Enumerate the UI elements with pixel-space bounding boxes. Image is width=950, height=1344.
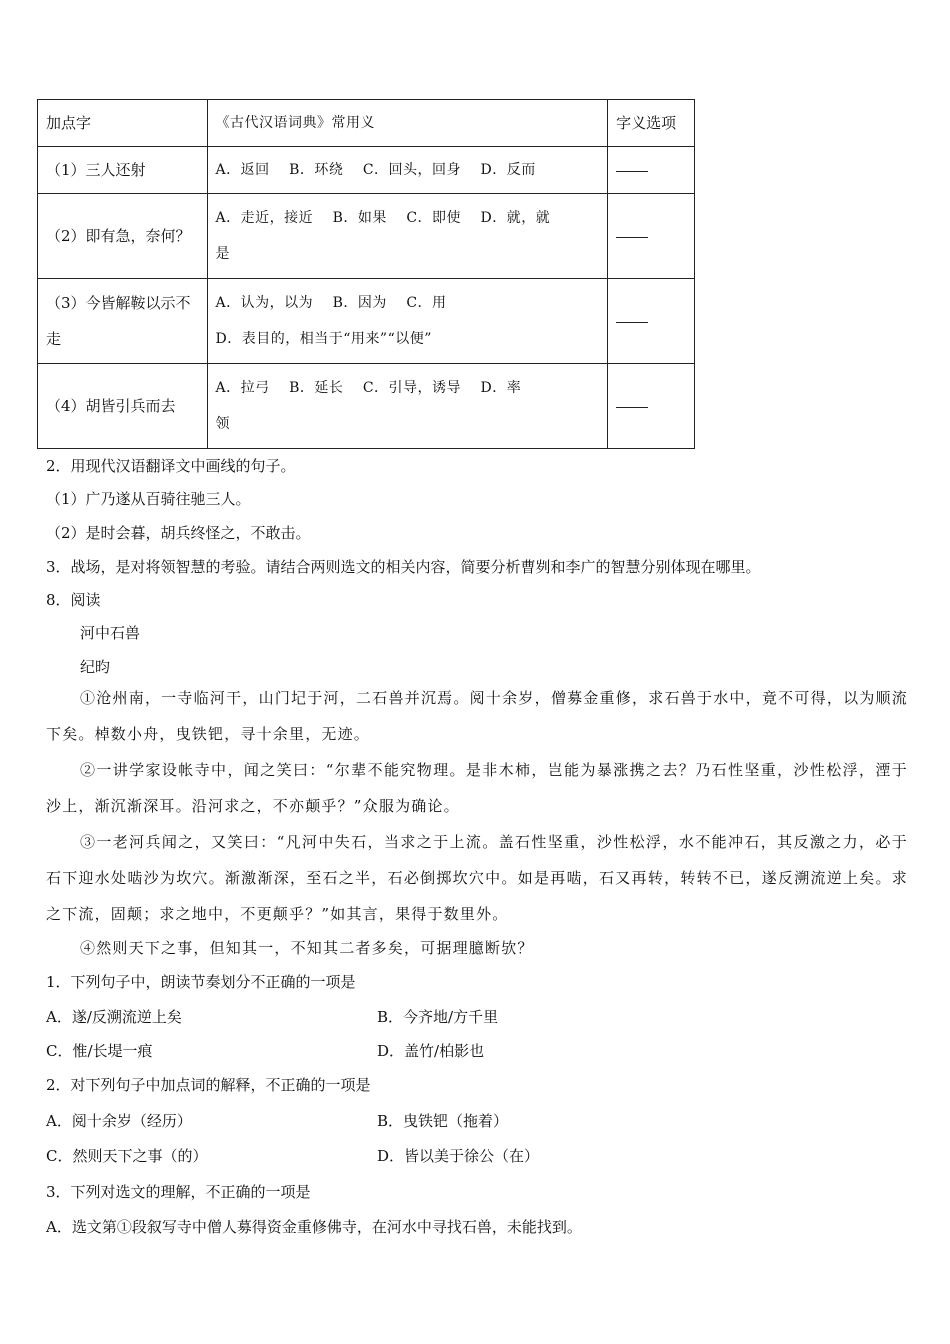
word-cell: （4）胡皆引兵而去: [38, 364, 208, 449]
meaning-line: 是: [215, 246, 231, 262]
option-a[interactable]: A．阅十余岁（经历）: [46, 1112, 192, 1130]
article-paragraph: [46, 752, 908, 824]
option-d[interactable]: D．皆以美于徐公（在）: [377, 1147, 540, 1165]
paragraph-text: ④然则天下之事，但知其一，不知其二者多矣，可据理臆断欤？: [80, 939, 534, 957]
table-row: [38, 147, 695, 194]
question-text: （1）广乃遂从百骑往驰三人。: [46, 490, 251, 508]
option-a[interactable]: A．遂/反溯流逆上矣: [46, 1008, 182, 1026]
option-b[interactable]: B．今齐地/方千里: [377, 1008, 499, 1026]
answer-blank[interactable]: [616, 171, 648, 172]
meaning-cell: [207, 194, 608, 279]
paragraph-text: ③一老河兵闻之，又笑曰：“凡河中失石，当求之于上流。盖石性坚重，沙性松浮，水不能冲石，其反激之力，必于石下迎水处啮沙为坎穴。渐激渐深，至石之半，石必倒掷坎穴中。如是再啮，石又再转，转转不已，遂反溯流逆上矣。求之下流，固颠；求之地中，不更颠乎？”如其言，果得于数里外。: [46, 833, 908, 923]
table-header-cell: 《古代汉语词典》常用义: [207, 100, 608, 147]
answer-blank-cell[interactable]: [608, 279, 695, 364]
answer-blank[interactable]: [616, 322, 648, 323]
meaning-line: 领: [215, 416, 231, 432]
paragraph-text: ②一讲学家设帐寺中，闻之笑曰：“尔辈不能究物理。是非木柿，岂能为暴涨携之去？乃石性坚重，沙性松浮，湮于沙上，渐沉渐深耳。沿河求之，不亦颠乎？”众服为确论。: [46, 761, 908, 815]
option-b[interactable]: B．曳铁钯（拖着）: [377, 1112, 509, 1130]
answer-blank[interactable]: [616, 407, 648, 408]
option-c[interactable]: C．然则天下之事（的）: [46, 1147, 208, 1165]
word-cell: （1）三人还射: [38, 147, 208, 194]
article-title: 河中石兽: [80, 624, 141, 642]
table-row: [38, 194, 695, 279]
article-paragraph: [46, 680, 908, 752]
option-a[interactable]: A．选文第①段叙写寺中僧人募得资金重修佛寺，在河水中寻找石兽，未能找到。: [46, 1218, 582, 1236]
meaning-line: A．认为，以为 B．因为 C．用: [215, 295, 447, 311]
article-paragraph: [46, 824, 908, 932]
question-text: 2．对下列句子中加点词的解释，不正确的一项是: [46, 1076, 371, 1094]
meaning-line: A．拉弓 B．延长 C．引导，诱导 D．率: [215, 380, 522, 396]
meaning-line: D．表目的，相当于“用来”“以便”: [215, 331, 432, 347]
question-text: 3．下列对选文的理解，不正确的一项是: [46, 1183, 311, 1201]
question-text: 1．下列句子中，朗读节奏划分不正确的一项是: [46, 973, 356, 991]
meaning-cell: [207, 279, 608, 364]
question-text: （2）是时会暮，胡兵终怪之，不敢击。: [46, 524, 311, 542]
table-header-row: [38, 100, 695, 147]
answer-blank[interactable]: [616, 237, 648, 238]
answer-blank-cell[interactable]: [608, 147, 695, 194]
meaning-line: A．返回 B．环绕 C．回头，回身 D．反而: [215, 162, 536, 178]
meaning-line: A．走近，接近 B．如果 C．即使 D．就，就: [215, 210, 551, 226]
option-c[interactable]: C．惟/长堤一痕: [46, 1042, 153, 1060]
paragraph-text: ①沧州南，一寺临河干，山门圮于河，二石兽并沉焉。阅十余岁，僧募金重修，求石兽于水中，竟不可得，以为顺流下矣。棹数小舟，曳铁钯，寻十余里，无迹。: [46, 689, 908, 743]
option-d[interactable]: D．盖竹/柏影也: [377, 1042, 485, 1060]
table-header-cell: 加点字: [38, 100, 208, 147]
word-cell: （3）今皆解鞍以示不走: [38, 279, 208, 364]
table-row: [38, 364, 695, 449]
table-header-cell: 字义选项: [608, 100, 695, 147]
article-paragraph: [46, 930, 908, 966]
answer-blank-cell[interactable]: [608, 194, 695, 279]
article-author: 纪昀: [80, 658, 111, 676]
question-text: 3．战场，是对将领智慧的考验。请结合两则选文的相关内容，简要分析曹刿和李广的智慧分别体现在哪里。: [46, 558, 761, 576]
table-row: [38, 279, 695, 364]
meaning-cell: [207, 364, 608, 449]
question-text: 2．用现代汉语翻译文中画线的句子。: [46, 457, 296, 475]
answer-blank-cell[interactable]: [608, 364, 695, 449]
meaning-cell: [207, 147, 608, 194]
word-cell: （2）即有急，奈何？: [38, 194, 208, 279]
word-meaning-table: [37, 99, 695, 449]
section-heading: 8．阅读: [46, 591, 101, 609]
